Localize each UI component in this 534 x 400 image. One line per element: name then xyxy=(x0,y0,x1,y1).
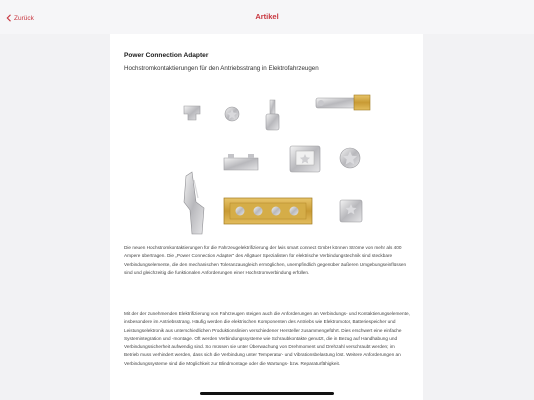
navigation-bar xyxy=(0,0,534,34)
back-button-label: Zurück xyxy=(14,14,34,22)
connector-small-1 xyxy=(184,106,200,120)
connector-gold-busbar xyxy=(224,198,312,224)
article-subheadline: Hochstromkontaktierungen für den Antriebsstrang in Elektrofahrzeugen xyxy=(124,65,319,72)
article-headline: Power Connection Adapter xyxy=(124,52,209,59)
home-indicator[interactable] xyxy=(200,392,334,395)
connector-long-busbar xyxy=(316,95,370,110)
article-paragraph-2: Mit der der zunehmenden Elektrifizierung von Fahrzeugen steigen auch die Anforderungen an Verbindungs- und Kontaktierungselemente, insbesondere im Antriebsstrang. Häufig werden die elektrischen Komponenten des Antriebs wie Elektromotor, Batteriespeicher und Leistungselektronik aus unterschiedlichen Produktionslinien verschiedener Hersteller zusammengeführt. Dies erschwert eine einfache Systemintegration und -montage. Oft werden Verbindungssysteme wie Schraubkontakte genutzt, die in Bezug auf Handhabung und Verbindungssicherheit aufwendig sind. So müssen sie unter Überwachung von Drehmoment und Drehzahl verschraubt werden; im Betrieb muss verhindert werden, dass sich die Verbindung unter Temperatur- und Vibrationsbelastung löst. Weitere Anforderungen an Verbindungssysteme sind die Möglichkeit zur Blindmontage oder die Wartungs- bzw. Reparaturfähigkeit. xyxy=(124,311,410,366)
product-photo xyxy=(124,80,411,270)
article-paragraph-1: Die neuen Hochstromkontaktierungen für die Fahrzeugelektrifizierung der lwis smart connect GmbH können Ströme von mehr als 400 Ampere übertragen. Die „Power Connection Adapter“ des Allgäuer Spezialisten für elektrische Verbindungstechnik sind steckbare Verbindungselemente, die den mechanischen Toleranzausgleich ermöglichen, unempfindlich gegenüber äußeren Umgebungseinflüssen sind und gleichzeitig die funktionalen Anforderungen einer Hochstromverbindung erfüllen. xyxy=(124,245,407,275)
connector-pin xyxy=(266,100,279,130)
connector-housing xyxy=(290,146,320,172)
page-title: Artikel xyxy=(255,12,279,21)
connector-tall-contact xyxy=(184,172,204,234)
connector-clip xyxy=(224,154,258,170)
article-card[interactable] xyxy=(110,34,423,400)
connector-star-2 xyxy=(340,148,360,168)
connector-square xyxy=(340,200,362,222)
connector-star-1 xyxy=(225,107,239,121)
